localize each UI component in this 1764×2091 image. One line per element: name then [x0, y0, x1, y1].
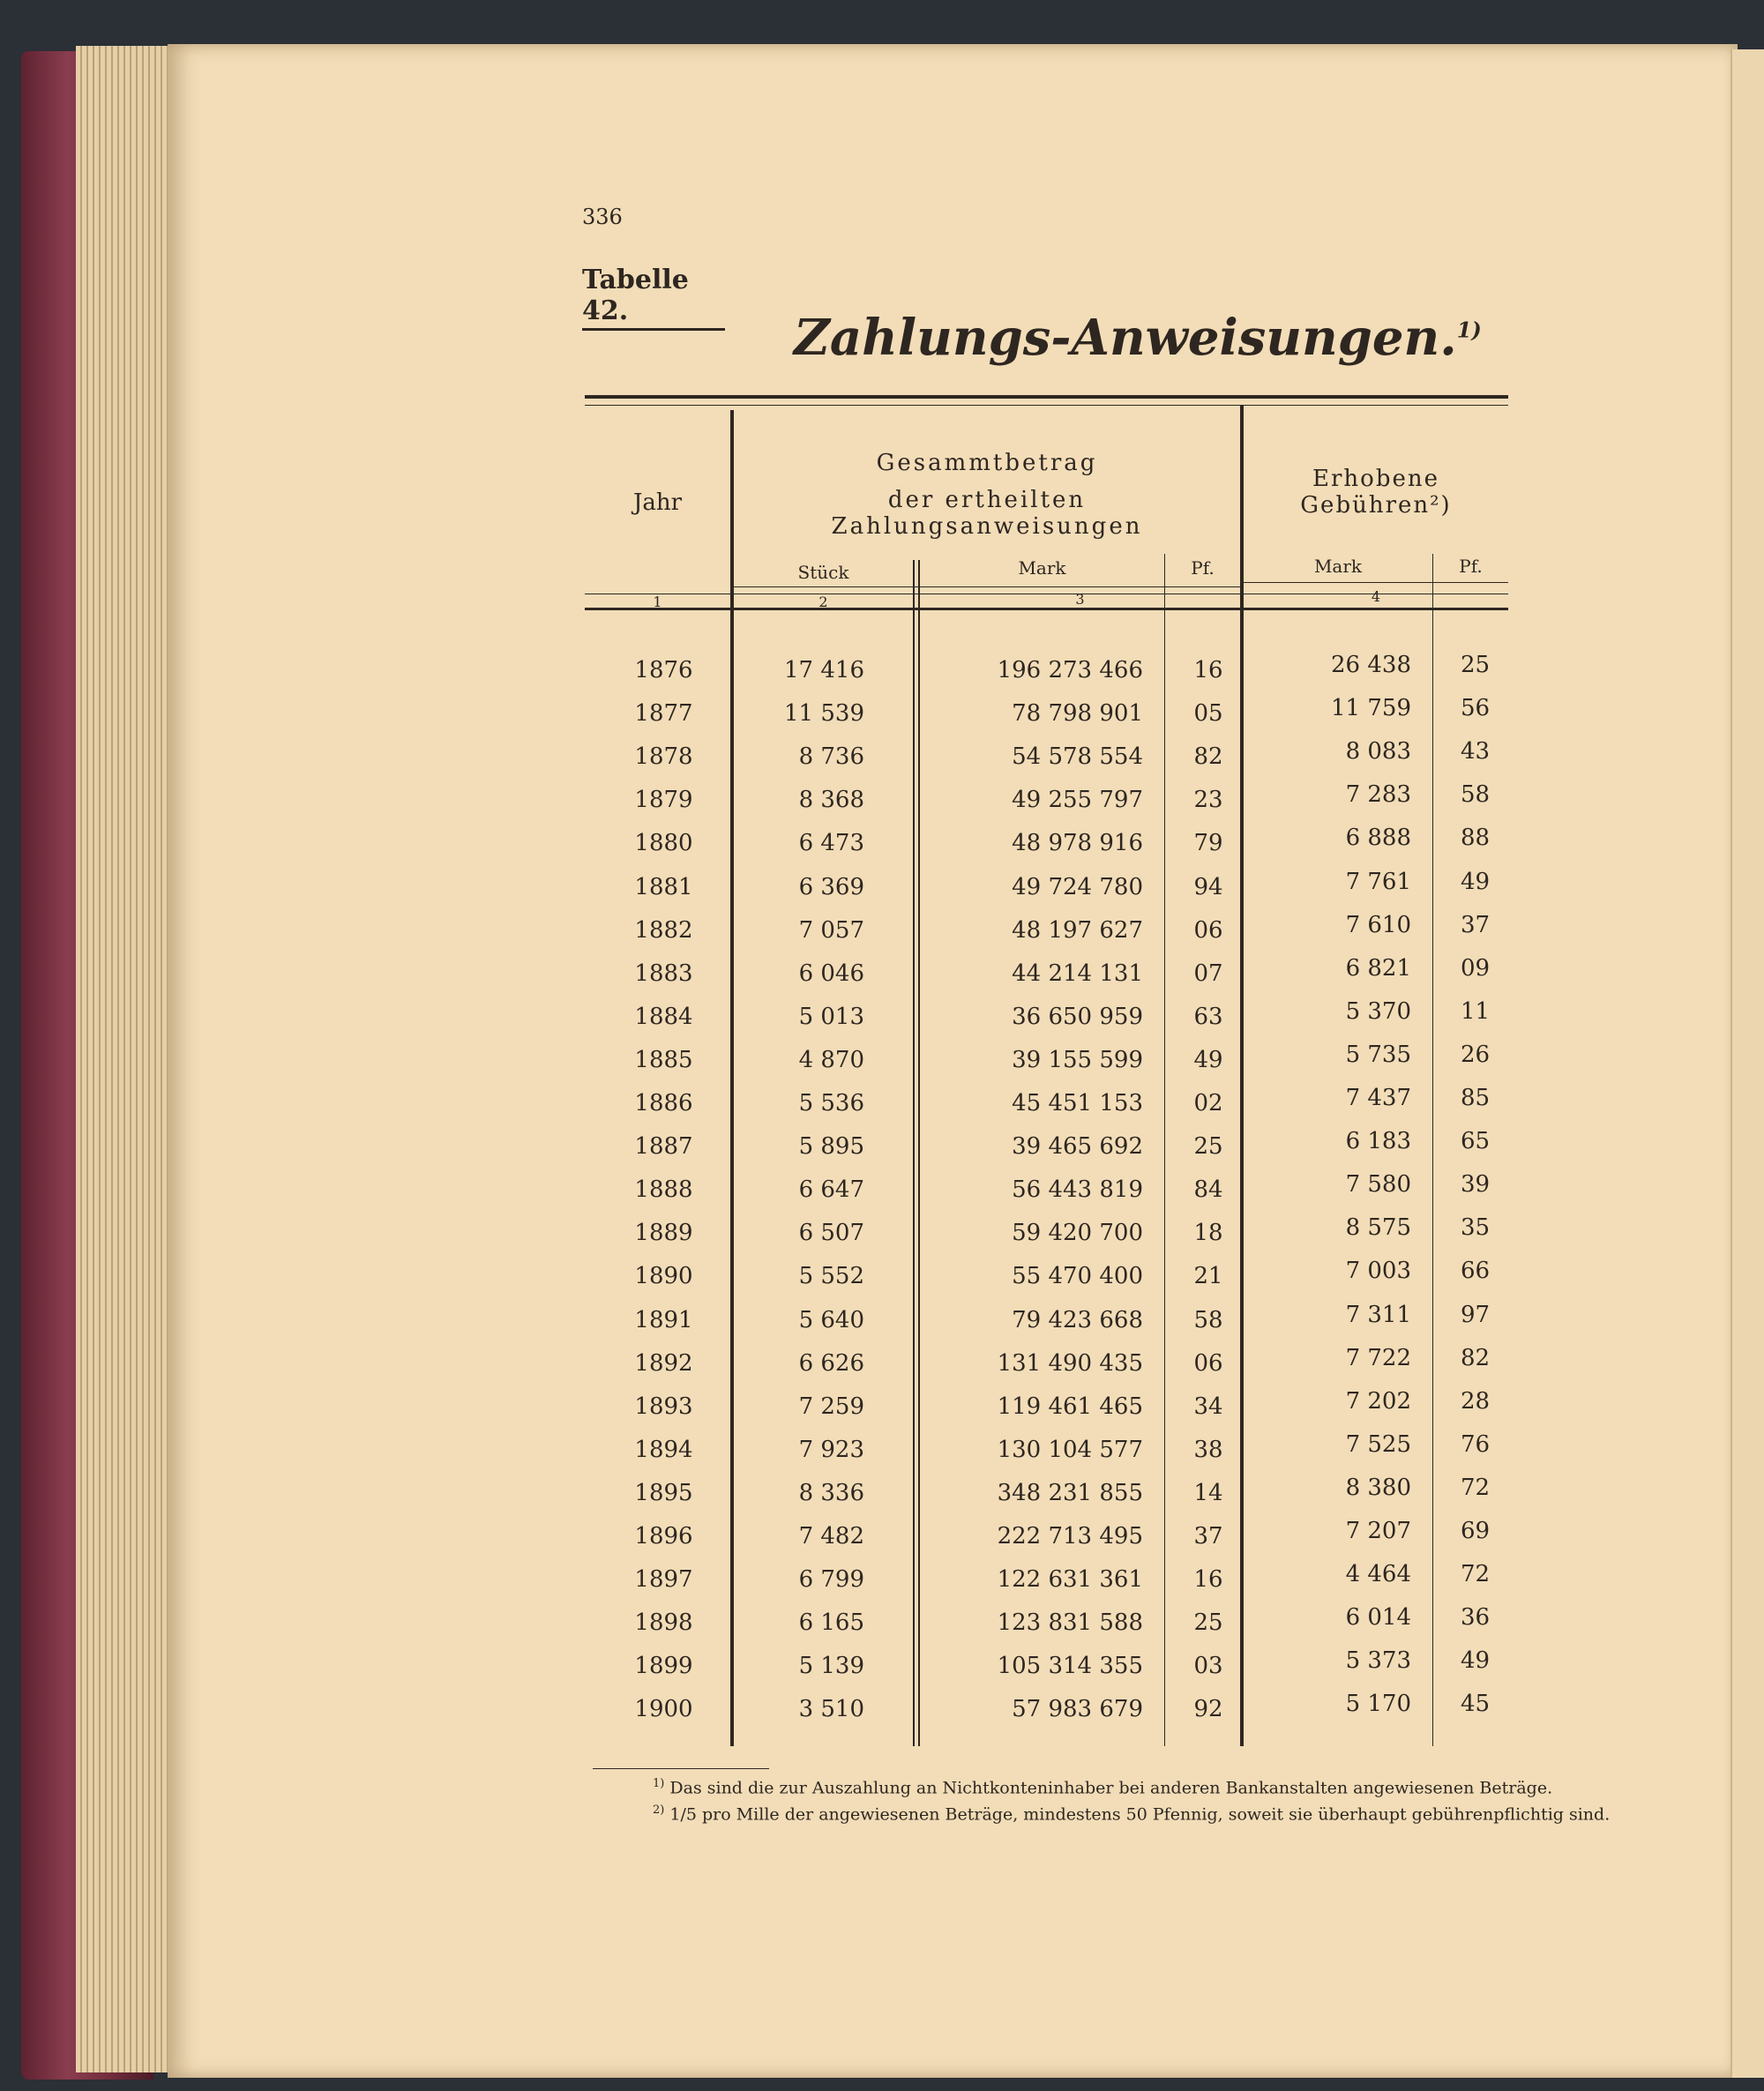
fee-mark-cell: 5 735	[1345, 1042, 1411, 1068]
fee-mark-cell: 6 821	[1345, 955, 1411, 982]
mark-cell: 131 490 435	[997, 1350, 1143, 1377]
page-title	[794, 309, 1482, 367]
subheader-stueck: Stück	[797, 562, 849, 583]
page-number: 336	[582, 205, 623, 229]
fee-pf-cell: 66	[1460, 1258, 1491, 1284]
mark-cell: 44 214 131	[1012, 960, 1143, 987]
stueck-cell: 5 139	[798, 1653, 864, 1679]
year-cell: 1891	[634, 1307, 693, 1333]
mark-cell: 119 461 465	[997, 1393, 1143, 1420]
subheader-fees-pf: Pf.	[1459, 556, 1483, 577]
pf-cell: 94	[1193, 874, 1223, 900]
stueck-cell: 4 870	[798, 1047, 864, 1073]
pf-cell: 58	[1193, 1307, 1223, 1333]
fee-mark-cell: 7 525	[1345, 1431, 1411, 1458]
stueck-cell: 6 799	[798, 1566, 864, 1593]
stueck-cell: 6 647	[798, 1176, 864, 1203]
fee-pf-cell: 49	[1460, 869, 1491, 895]
stueck-cell: 8 368	[798, 787, 864, 813]
table-top-rule-thin	[585, 405, 1508, 406]
fee-pf-cell: 39	[1460, 1171, 1491, 1198]
divider-stueck-b	[918, 560, 920, 1746]
fee-pf-cell: 45	[1460, 1691, 1491, 1717]
footnote-2	[653, 1803, 1610, 1824]
stueck-cell: 6 473	[798, 830, 864, 856]
divider-mark-pf	[1164, 554, 1165, 1746]
mark-cell: 49 255 797	[1012, 787, 1143, 813]
title-footnote-mark: 1)	[1456, 317, 1482, 343]
fee-mark-cell: 11 759	[1331, 695, 1411, 721]
year-cell: 1877	[634, 700, 693, 727]
table-top-rule	[585, 395, 1508, 399]
year-cell: 1900	[634, 1696, 693, 1722]
divider-year	[730, 410, 734, 1746]
year-cell: 1876	[634, 657, 693, 683]
mark-cell: 49 724 780	[1012, 874, 1143, 900]
fee-mark-cell: 7 580	[1345, 1171, 1411, 1198]
fee-pf-cell: 49	[1460, 1647, 1491, 1674]
header-fees: Erhobene Gebühren²)	[1300, 466, 1452, 519]
year-cell: 1882	[634, 917, 693, 944]
mark-cell: 79 423 668	[1012, 1307, 1143, 1333]
fee-pf-cell: 37	[1460, 912, 1491, 938]
stueck-cell: 5 536	[798, 1090, 864, 1116]
year-cell: 1886	[634, 1090, 693, 1116]
year-cell: 1896	[634, 1523, 693, 1550]
mark-cell: 196 273 466	[997, 657, 1143, 683]
fee-mark-cell: 7 311	[1345, 1302, 1411, 1328]
pf-cell: 38	[1193, 1437, 1223, 1463]
pf-cell: 37	[1193, 1523, 1223, 1550]
mark-cell: 48 197 627	[1012, 917, 1143, 944]
pf-cell: 06	[1193, 1350, 1223, 1377]
pf-cell: 16	[1193, 657, 1223, 683]
fee-mark-cell: 7 207	[1345, 1518, 1411, 1544]
mark-cell: 78 798 901	[1012, 700, 1143, 727]
stueck-cell: 6 507	[798, 1220, 864, 1246]
stueck-cell: 5 013	[798, 1004, 864, 1030]
pf-cell: 82	[1193, 743, 1223, 770]
stueck-cell: 7 259	[798, 1393, 864, 1420]
fee-pf-cell: 82	[1460, 1345, 1491, 1371]
stueck-cell: 5 640	[798, 1307, 864, 1333]
mark-cell: 348 231 855	[997, 1480, 1143, 1506]
footnote-1-mark: 1)	[653, 1777, 665, 1790]
fee-mark-cell: 26 438	[1331, 652, 1411, 678]
fee-mark-cell: 8 380	[1345, 1475, 1411, 1501]
fee-pf-cell: 35	[1460, 1214, 1491, 1241]
fee-pf-cell: 28	[1460, 1388, 1491, 1415]
fee-pf-cell: 72	[1460, 1561, 1491, 1587]
year-cell: 1878	[634, 743, 693, 770]
year-cell: 1898	[634, 1609, 693, 1636]
mark-cell: 45 451 153	[1012, 1090, 1143, 1116]
table-label: Tabelle 42.	[582, 265, 725, 331]
title-text: Zahlungs-Anweisungen.	[794, 309, 1457, 367]
year-cell: 1883	[634, 960, 693, 987]
stueck-cell: 3 510	[798, 1696, 864, 1722]
subheader-rule-right	[1242, 582, 1508, 583]
pf-cell: 16	[1193, 1566, 1223, 1593]
fee-mark-cell: 6 888	[1345, 825, 1411, 851]
fee-pf-cell: 36	[1460, 1604, 1491, 1631]
stueck-cell: 8 336	[798, 1480, 864, 1506]
stueck-cell: 6 369	[798, 874, 864, 900]
mark-cell: 59 420 700	[1012, 1220, 1143, 1246]
pf-cell: 79	[1193, 830, 1223, 856]
column-number-2: 2	[818, 594, 828, 610]
fee-mark-cell: 7 437	[1345, 1085, 1411, 1111]
pf-cell: 23	[1193, 787, 1223, 813]
pf-cell: 02	[1193, 1090, 1223, 1116]
year-cell: 1897	[634, 1566, 693, 1593]
fee-pf-cell: 69	[1460, 1518, 1491, 1544]
pf-cell: 14	[1193, 1480, 1223, 1506]
mark-cell: 130 104 577	[997, 1437, 1143, 1463]
fee-mark-cell: 6 183	[1345, 1128, 1411, 1154]
fee-mark-cell: 7 722	[1345, 1345, 1411, 1371]
fee-pf-cell: 26	[1460, 1042, 1491, 1068]
subheader-pf: Pf.	[1191, 557, 1215, 579]
stueck-cell: 5 895	[798, 1133, 864, 1160]
subheader-fees-mark: Mark	[1313, 556, 1363, 577]
fee-mark-cell: 7 610	[1345, 912, 1411, 938]
mark-cell: 39 465 692	[1012, 1133, 1143, 1160]
column-number-4: 4	[1371, 588, 1381, 605]
stueck-cell: 11 539	[784, 700, 864, 727]
fee-mark-cell: 6 014	[1345, 1604, 1411, 1631]
year-cell: 1888	[634, 1176, 693, 1203]
fee-pf-cell: 56	[1460, 695, 1491, 721]
subheader-mark: Mark	[1018, 557, 1066, 579]
year-cell: 1893	[634, 1393, 693, 1420]
pf-cell: 06	[1193, 917, 1223, 944]
pf-cell: 05	[1193, 700, 1223, 727]
mark-cell: 105 314 355	[997, 1653, 1143, 1679]
year-cell: 1899	[634, 1653, 693, 1679]
fee-pf-cell: 97	[1460, 1302, 1491, 1328]
fee-mark-cell: 7 003	[1345, 1258, 1411, 1284]
fee-pf-cell: 25	[1460, 652, 1491, 678]
pf-cell: 18	[1193, 1220, 1223, 1246]
pf-cell: 49	[1193, 1047, 1223, 1073]
pf-cell: 03	[1193, 1653, 1223, 1679]
fee-pf-cell: 09	[1460, 955, 1491, 982]
stueck-cell: 7 057	[798, 917, 864, 944]
mark-cell: 48 978 916	[1012, 830, 1143, 856]
mark-cell: 57 983 679	[1012, 1696, 1143, 1722]
fee-pf-cell: 58	[1460, 781, 1491, 808]
pf-cell: 92	[1193, 1696, 1223, 1722]
stueck-cell: 7 923	[798, 1437, 864, 1463]
pf-cell: 63	[1193, 1004, 1223, 1030]
fee-mark-cell: 7 761	[1345, 869, 1411, 895]
year-cell: 1890	[634, 1263, 693, 1289]
stueck-cell: 6 046	[798, 960, 864, 987]
fee-mark-cell: 7 283	[1345, 781, 1411, 808]
stueck-cell: 17 416	[784, 657, 864, 683]
footnote-2-mark: 2)	[653, 1803, 665, 1817]
year-cell: 1892	[634, 1350, 693, 1377]
fee-mark-cell: 4 464	[1345, 1561, 1411, 1587]
mark-cell: 123 831 588	[997, 1609, 1143, 1636]
header-total-line1: Gesammtbetrag	[876, 450, 1098, 476]
fee-mark-cell: 5 373	[1345, 1647, 1411, 1674]
fee-mark-cell: 7 202	[1345, 1388, 1411, 1415]
divider-stueck-a	[913, 560, 915, 1746]
pf-cell: 07	[1193, 960, 1223, 987]
fee-pf-cell: 65	[1460, 1128, 1491, 1154]
mark-cell: 39 155 599	[1012, 1047, 1143, 1073]
footnote-2-text: 1/5 pro Mille der angewiesenen Beträge, mindestens 50 Pfennig, soweit sie überhaupt gebührenpflichtig sind.	[669, 1804, 1611, 1825]
stueck-cell: 8 736	[798, 743, 864, 770]
mark-cell: 56 443 819	[1012, 1176, 1143, 1203]
year-cell: 1884	[634, 1004, 693, 1030]
fee-mark-cell: 5 170	[1345, 1691, 1411, 1717]
fee-pf-cell: 43	[1460, 738, 1491, 765]
fee-mark-cell: 5 370	[1345, 998, 1411, 1025]
year-cell: 1889	[634, 1220, 693, 1246]
year-cell: 1879	[634, 787, 693, 813]
pf-cell: 25	[1193, 1133, 1223, 1160]
pf-cell: 25	[1193, 1609, 1223, 1636]
column-number-1: 1	[653, 594, 662, 610]
fee-pf-cell: 72	[1460, 1475, 1491, 1501]
fee-mark-cell: 8 083	[1345, 738, 1411, 765]
fee-pf-cell: 11	[1460, 998, 1491, 1025]
fee-pf-cell: 88	[1460, 825, 1491, 851]
pf-cell: 34	[1193, 1393, 1223, 1420]
pf-cell: 21	[1193, 1263, 1223, 1289]
stueck-cell: 5 552	[798, 1263, 864, 1289]
year-cell: 1880	[634, 830, 693, 856]
footnote-1-text: Das sind die zur Auszahlung an Nichtkonteninhaber bei anderen Bankanstalten angewiesenen Beträge.	[669, 1778, 1553, 1798]
stueck-cell: 6 626	[798, 1350, 864, 1377]
fee-mark-cell: 8 575	[1345, 1214, 1411, 1241]
divider-fee-mark-pf	[1432, 554, 1433, 1746]
stueck-cell: 7 482	[798, 1523, 864, 1550]
mark-cell: 36 650 959	[1012, 1004, 1143, 1030]
year-cell: 1894	[634, 1437, 693, 1463]
column-number-3: 3	[1075, 591, 1085, 608]
footnote-1	[653, 1777, 1552, 1797]
fee-pf-cell: 85	[1460, 1085, 1491, 1111]
header-total-line2: der ertheilten Zahlungsanweisungen	[831, 487, 1143, 540]
facing-page-edge	[1730, 49, 1764, 2078]
header-year: Jahr	[632, 489, 683, 516]
mark-cell: 222 713 495	[997, 1523, 1143, 1550]
fee-pf-cell: 76	[1460, 1431, 1491, 1458]
year-cell: 1881	[634, 874, 693, 900]
mark-cell: 55 470 400	[1012, 1263, 1143, 1289]
year-cell: 1887	[634, 1133, 693, 1160]
mark-cell: 54 578 554	[1012, 743, 1143, 770]
stueck-cell: 6 165	[798, 1609, 864, 1636]
pf-cell: 84	[1193, 1176, 1223, 1203]
year-cell: 1885	[634, 1047, 693, 1073]
footnote-rule	[593, 1768, 769, 1769]
year-cell: 1895	[634, 1480, 693, 1506]
mark-cell: 122 631 361	[997, 1566, 1143, 1593]
